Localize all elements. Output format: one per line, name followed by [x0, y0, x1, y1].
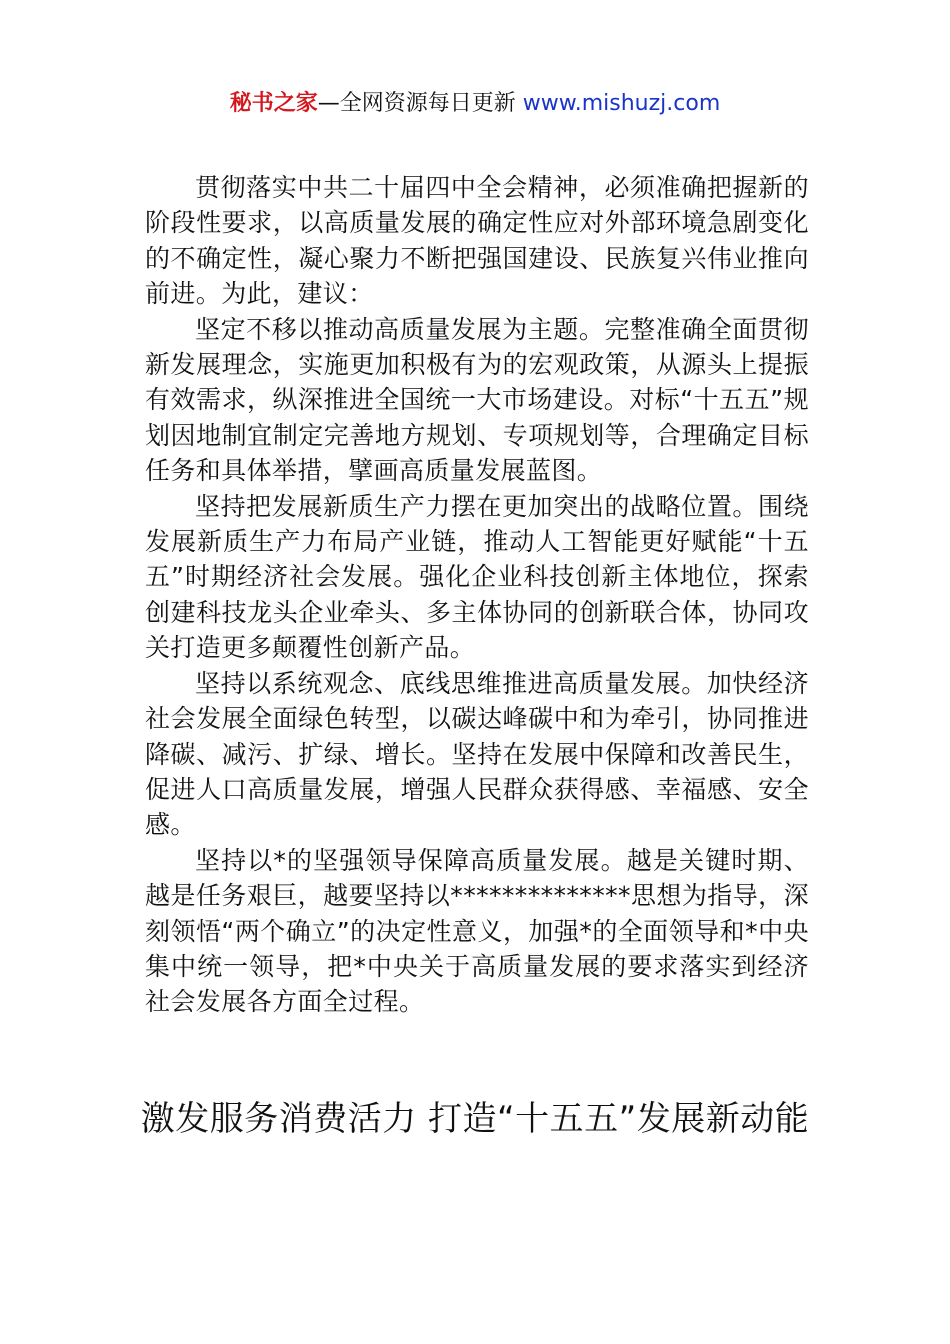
paragraph-new-productivity: 坚持把发展新质生产力摆在更加突出的战略位置。围绕发展新质生产力布局产业链，推动人工智能更好赋能“十五五”时期经济社会发展。强化企业科技创新主体地位，探索创建科技龙头企业牵头、多主体协同的创新联合体，协同攻关打造更多颠覆性创新产品。: [145, 491, 809, 663]
site-header: [0, 88, 950, 120]
intro-paragraph: 贯彻落实中共二十届四中全会精神，必须准确把握新的阶段性要求，以高质量发展的确定性应对外部环境急剧变化的不确定性，凝心聚力不断把强国建设、民族复兴伟业推向前进。为此，建议：: [145, 173, 809, 309]
article-title: 激发服务消费活力 打造“十五五”发展新动能: [140, 1099, 810, 1139]
paragraph-main-theme: 坚定不移以推动高质量发展为主题。完整准确全面贯彻新发展理念，实施更加积极有为的宏观政策，从源头上提振有效需求，纵深推进全国统一大市场建设。对标“十五五”规划因地制宜制定完善地方规划、专项规划等，合理确定目标任务和具体举措，擘画高质量发展蓝图。: [145, 314, 809, 486]
article-body: [145, 170, 809, 1020]
site-url-link[interactable]: www.mishuzj.com: [522, 91, 721, 116]
paragraph-leadership: 坚持以*的坚强领导保障高质量发展。越是关键时期、越是任务艰巨，越要坚持以**************思想为指导，深刻领悟“两个确立”的决定性意义，加强*的全面领导和*中央集中统一领导，把*中央关于高质量发展的要求落实到经济社会发展各方面全过程。: [145, 845, 809, 1017]
site-tagline: —全网资源每日更新: [317, 91, 516, 116]
site-brand: 秘书之家: [229, 91, 318, 116]
paragraph-systems-thinking: 坚持以系统观念、底线思维推进高质量发展。加快经济社会发展全面绿色转型，以碳达峰碳中和为牵引，协同推进降碳、减污、扩绿、增长。坚持在发展中保障和改善民生，促进人口高质量发展，增强人民群众获得感、幸福感、安全感。: [145, 668, 809, 840]
